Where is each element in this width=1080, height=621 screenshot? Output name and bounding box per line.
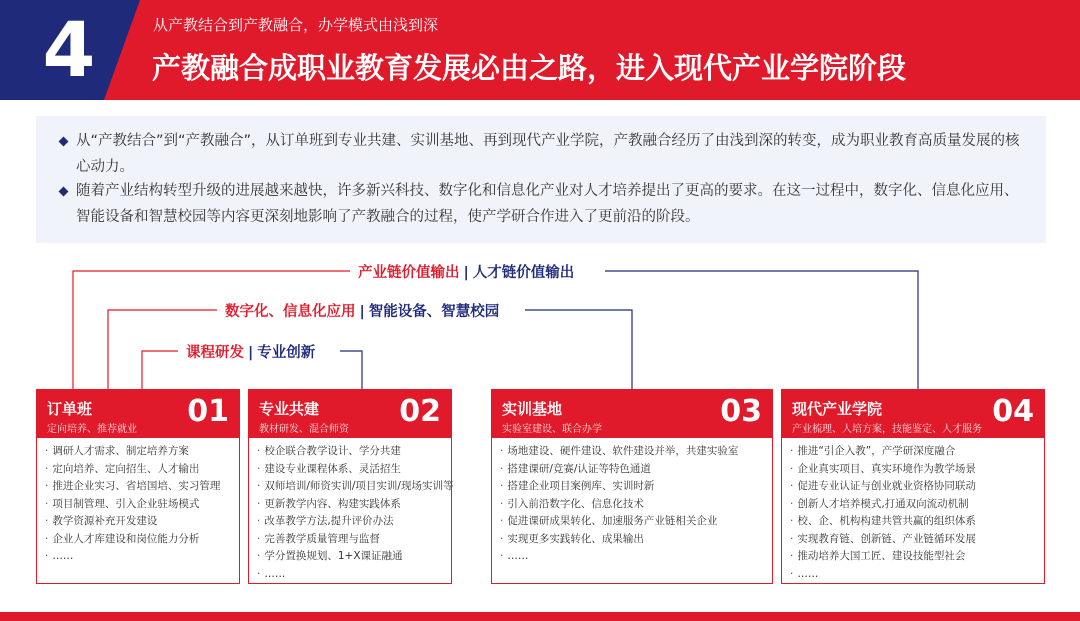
card-order-class [36, 389, 240, 584]
connector-tier3-left [142, 351, 178, 389]
list-item: · 企业人才库建设和岗位能力分析 [45, 531, 220, 549]
tier-label-left: 课程研发 [186, 345, 244, 361]
list-item: · 建设专业课程体系、灵活招生 [257, 461, 453, 479]
list-item: · 双师培训/师资实训/项目实训/现场实训等 [257, 478, 453, 496]
list-item: · 完善教学质量管理与监督 [257, 531, 453, 549]
list-item: · 场地建设、硬件建设、软件建设并举，共建实验室 [500, 443, 738, 461]
tier-label-left: 产业链价值输出 [358, 265, 460, 281]
connector-tier1-right [605, 271, 918, 389]
card-item-list [257, 443, 453, 583]
list-item: · …… [45, 548, 220, 566]
list-item: · 促进课研成果转化、加速服务产业链相关企业 [500, 513, 738, 531]
intro-bullet-text: 从“产教结合”到“产教融合”，从订单班到专业共建、实训基地、再到现代产业学院，产教融合经历了由浅到深的转变，成为职业教育高质量发展的核心动力。 [76, 133, 1020, 175]
card-header [782, 390, 1044, 438]
tier-label-value-output [354, 261, 578, 282]
list-item: · 实现教育链、创新链、产业链循环发展 [790, 531, 976, 549]
card-co-build-major [248, 389, 452, 584]
card-item-list [790, 443, 976, 583]
card-number: 03 [720, 394, 762, 429]
card-title: 专业共建 [259, 400, 320, 418]
tier-label-right: 智能设备、智慧校园 [368, 304, 500, 320]
list-item: · 教学资源补充开发建设 [45, 513, 220, 531]
connector-tier3-right [340, 351, 362, 389]
card-subtitle: 定向培养、推荐就业 [47, 424, 137, 435]
card-number: 04 [992, 394, 1034, 429]
tier-separator: | [248, 345, 254, 361]
card-header [37, 390, 239, 438]
card-subtitle: 实验室建设、联合办学 [502, 424, 602, 435]
list-item: · 推进企业实习、省培国培、实习管理 [45, 478, 220, 496]
list-item: · …… [257, 566, 453, 584]
list-item: · 促进专业认证与创业就业资格协同联动 [790, 478, 976, 496]
card-header [492, 390, 772, 438]
tier-label-curriculum [182, 341, 319, 362]
card-subtitle: 产业梳理、人培方案，技能鉴定、人才服务 [792, 424, 982, 435]
tier-label-left: 数字化、信息化应用 [225, 304, 356, 320]
card-number: 02 [399, 394, 441, 429]
card-header [249, 390, 451, 438]
page-title: 产教融合成职业教育发展必由之路，进入现代产业学院阶段 [152, 51, 907, 85]
connector-tier2-right [525, 310, 632, 389]
list-item: · 调研人才需求、制定培养方案 [45, 443, 220, 461]
list-item: · 引入前沿数字化、信息化技术 [500, 496, 738, 514]
section-number: 4 [42, 5, 96, 94]
list-item: · 搭建企业项目案例库、实训时新 [500, 478, 738, 496]
list-item: · 学分置换规划、1+X课证融通 [257, 548, 453, 566]
connector-tier1-left [73, 271, 350, 389]
list-item: · 项目制管理、引入企业驻场模式 [45, 496, 220, 514]
intro-bullet-text: 随着产业结构转型升级的进展越来越快，许多新兴科技、数字化和信息化产业对人才培养提出了更高的要求。在这一过程中，数字化、信息化应用、智能设备和智慧校园等内容更深刻地影响了产教融合的过程，使产学研合作进入了更前沿的阶段。 [76, 183, 1019, 225]
tier-label-digital [221, 300, 503, 321]
list-item: · …… [500, 548, 738, 566]
list-item: · 搭建课研/竞赛/认证等特色通道 [500, 461, 738, 479]
card-subtitle: 教材研发、混合师资 [259, 424, 349, 435]
card-number: 01 [187, 394, 229, 429]
tier-separator: | [359, 304, 365, 320]
card-item-list [500, 443, 738, 566]
card-item-list [45, 443, 220, 566]
list-item: · …… [790, 566, 976, 584]
list-item: · 定向培养、定向招生、人才输出 [45, 461, 220, 479]
card-training-base [491, 389, 773, 584]
card-title: 实训基地 [502, 400, 563, 418]
list-item: · 校、企、机构构建共管共赢的组织体系 [790, 513, 976, 531]
list-item: · 更新教学内容、构建实践体系 [257, 496, 453, 514]
list-item: · 推进“引企入教”，产学研深度融合 [790, 443, 976, 461]
list-item: · 企业真实项目、真实环境作为教学场景 [790, 461, 976, 479]
list-item: · 实现更多实践转化、成果输出 [500, 531, 738, 549]
header-subtitle: 从产教结合到产教融合，办学模式由浅到深 [153, 16, 439, 34]
card-title: 订单班 [47, 400, 93, 418]
list-item: · 推动培养大国工匠、建设技能型社会 [790, 548, 976, 566]
card-title: 现代产业学院 [792, 400, 883, 418]
tier-separator: | [463, 265, 469, 281]
list-item: · 校企联合教学设计、学分共建 [257, 443, 453, 461]
card-modern-industry-college [781, 389, 1045, 584]
footer-bar [0, 612, 1080, 621]
list-item: · 创新人才培养模式,打通双向流动机制 [790, 496, 976, 514]
tier-label-right: 人才链价值输出 [472, 265, 575, 281]
list-item: · 改革教学方法,提升评价办法 [257, 513, 453, 531]
tier-label-right: 专业创新 [257, 345, 316, 361]
